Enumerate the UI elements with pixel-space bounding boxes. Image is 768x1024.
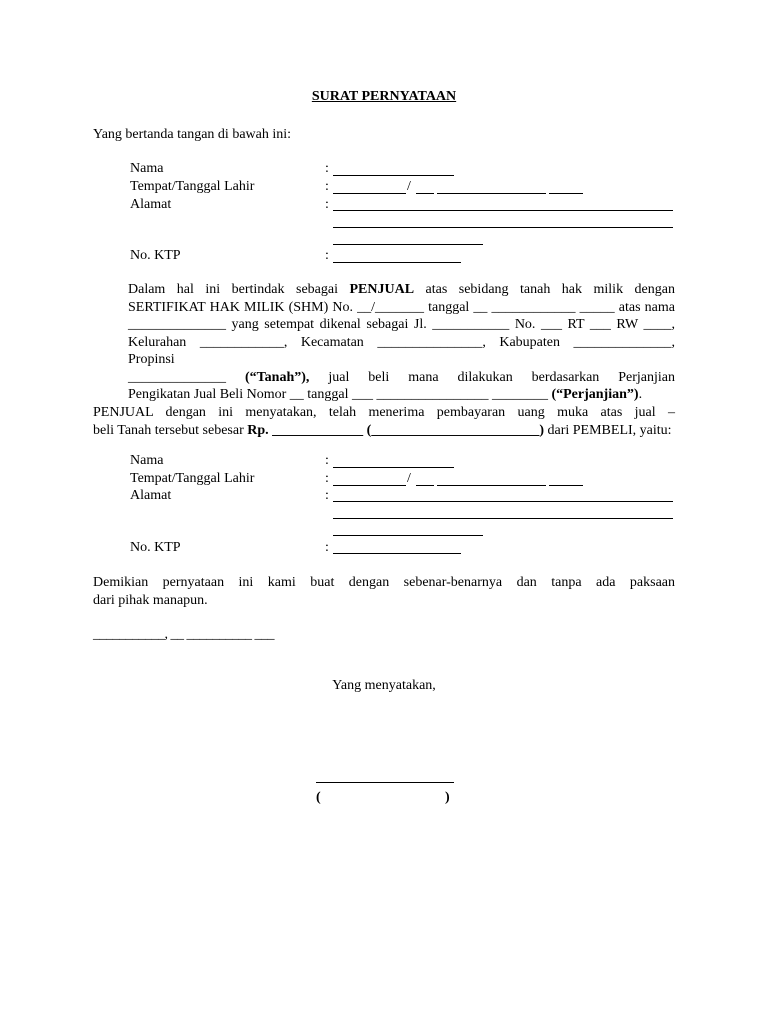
document-title: SURAT PERNYATAAN [311,89,457,104]
seller-birth-day-blank[interactable] [416,193,434,194]
buyer-address-blank-1[interactable] [333,501,673,502]
buyer-birth-day-blank[interactable] [416,485,434,486]
seller-ktp-colon: : [325,248,329,263]
buyer-birth-place-blank[interactable] [333,485,406,486]
para1-text: . [638,387,643,402]
para2-text: dari PEMBELI, yaitu: [544,422,672,438]
buyer-address-blank-3[interactable] [333,535,483,536]
buyer-birth-label: Tempat/Tanggal Lahir [130,471,255,486]
paragraph-seller-statement [128,281,675,404]
buyer-birth-year-blank[interactable] [549,485,583,486]
buyer-ktp-label: No. KTP [130,540,181,555]
buyer-ktp-colon: : [325,540,329,555]
para1-text: atas sebidang tanah hak milik dengan [414,282,675,297]
signature-line[interactable] [316,782,454,783]
buyer-address-blank-2[interactable] [333,518,673,519]
penjual-term: PENJUAL [349,282,415,297]
payment-amount: Rp. _____________ (________________________) [247,422,544,438]
para2-text: beli Tanah tersebut sebesar [93,422,248,438]
seller-birth-label: Tempat/Tanggal Lahir [130,179,255,194]
para1-text: Pengikatan Jual Beli Nomor __ tanggal ___ ________________ ________ [128,387,552,402]
seller-birth-colon: : [325,179,329,194]
para2-text: PENJUAL dengan ini menyatakan, telah menerima pembayaran uang muka atas jual – [93,405,675,420]
para1-text: jual beli mana dilakukan berdasarkan Perjanjian [309,369,675,385]
closing-text: dari pihak manapun. [93,592,208,608]
place-date-line[interactable]: ___________, __ __________ ___ [93,627,274,642]
paragraph-payment-statement [93,404,675,439]
para1-text: Dalam hal ini bertindak sebagai [128,282,350,297]
para1-text: ______________ yang setempat dikenal sebagai Jl. ___________ No. ___ RT ___ RW ____, [128,317,675,332]
buyer-address-colon: : [325,488,329,503]
buyer-address-label: Alamat [130,488,172,503]
intro-text: Yang bertanda tangan di bawah ini: [93,127,292,142]
seller-birth-year-blank[interactable] [549,193,583,194]
para1-text: ______________ [128,369,245,385]
buyer-ktp-blank[interactable] [333,553,461,554]
seller-ktp-label: No. KTP [130,248,181,263]
seller-name-label: Nama [130,161,164,176]
closing-paragraph [93,574,675,609]
buyer-name-blank[interactable] [333,467,454,468]
signature-close-paren: ) [445,790,450,805]
para1-text: SERTIFIKAT HAK MILIK (SHM) No. __/_______ tanggal __ ____________ _____ atas nama [128,299,675,315]
seller-birth-place-blank[interactable] [333,193,406,194]
seller-address-colon: : [325,197,329,212]
buyer-birth-colon: : [325,471,329,486]
perjanjian-term: (“Perjanjian”) [551,387,639,402]
para1-text: Kelurahan ____________, Kecamatan _______________, Kabupaten ______________, Propinsi [128,334,675,367]
signature-label: Yang menyatakan, [332,678,436,693]
seller-birth-month-blank[interactable] [437,193,546,194]
tanah-term: (“Tanah”), [244,369,310,385]
buyer-name-label: Nama [130,453,164,468]
buyer-name-colon: : [325,453,329,468]
signature-open-paren: ( [316,790,321,805]
slash: / [407,471,411,486]
seller-ktp-blank[interactable] [333,262,461,263]
seller-address-blank-3[interactable] [333,244,483,245]
seller-address-blank-2[interactable] [333,227,673,228]
seller-address-label: Alamat [130,197,172,212]
seller-name-blank[interactable] [333,175,454,176]
slash: / [407,179,411,194]
closing-text: Demikian pernyataan ini kami buat dengan sebenar-benarnya dan tanpa ada paksaan [93,575,675,590]
seller-name-colon: : [325,161,329,176]
buyer-birth-month-blank[interactable] [437,485,546,486]
seller-address-blank-1[interactable] [333,210,673,211]
